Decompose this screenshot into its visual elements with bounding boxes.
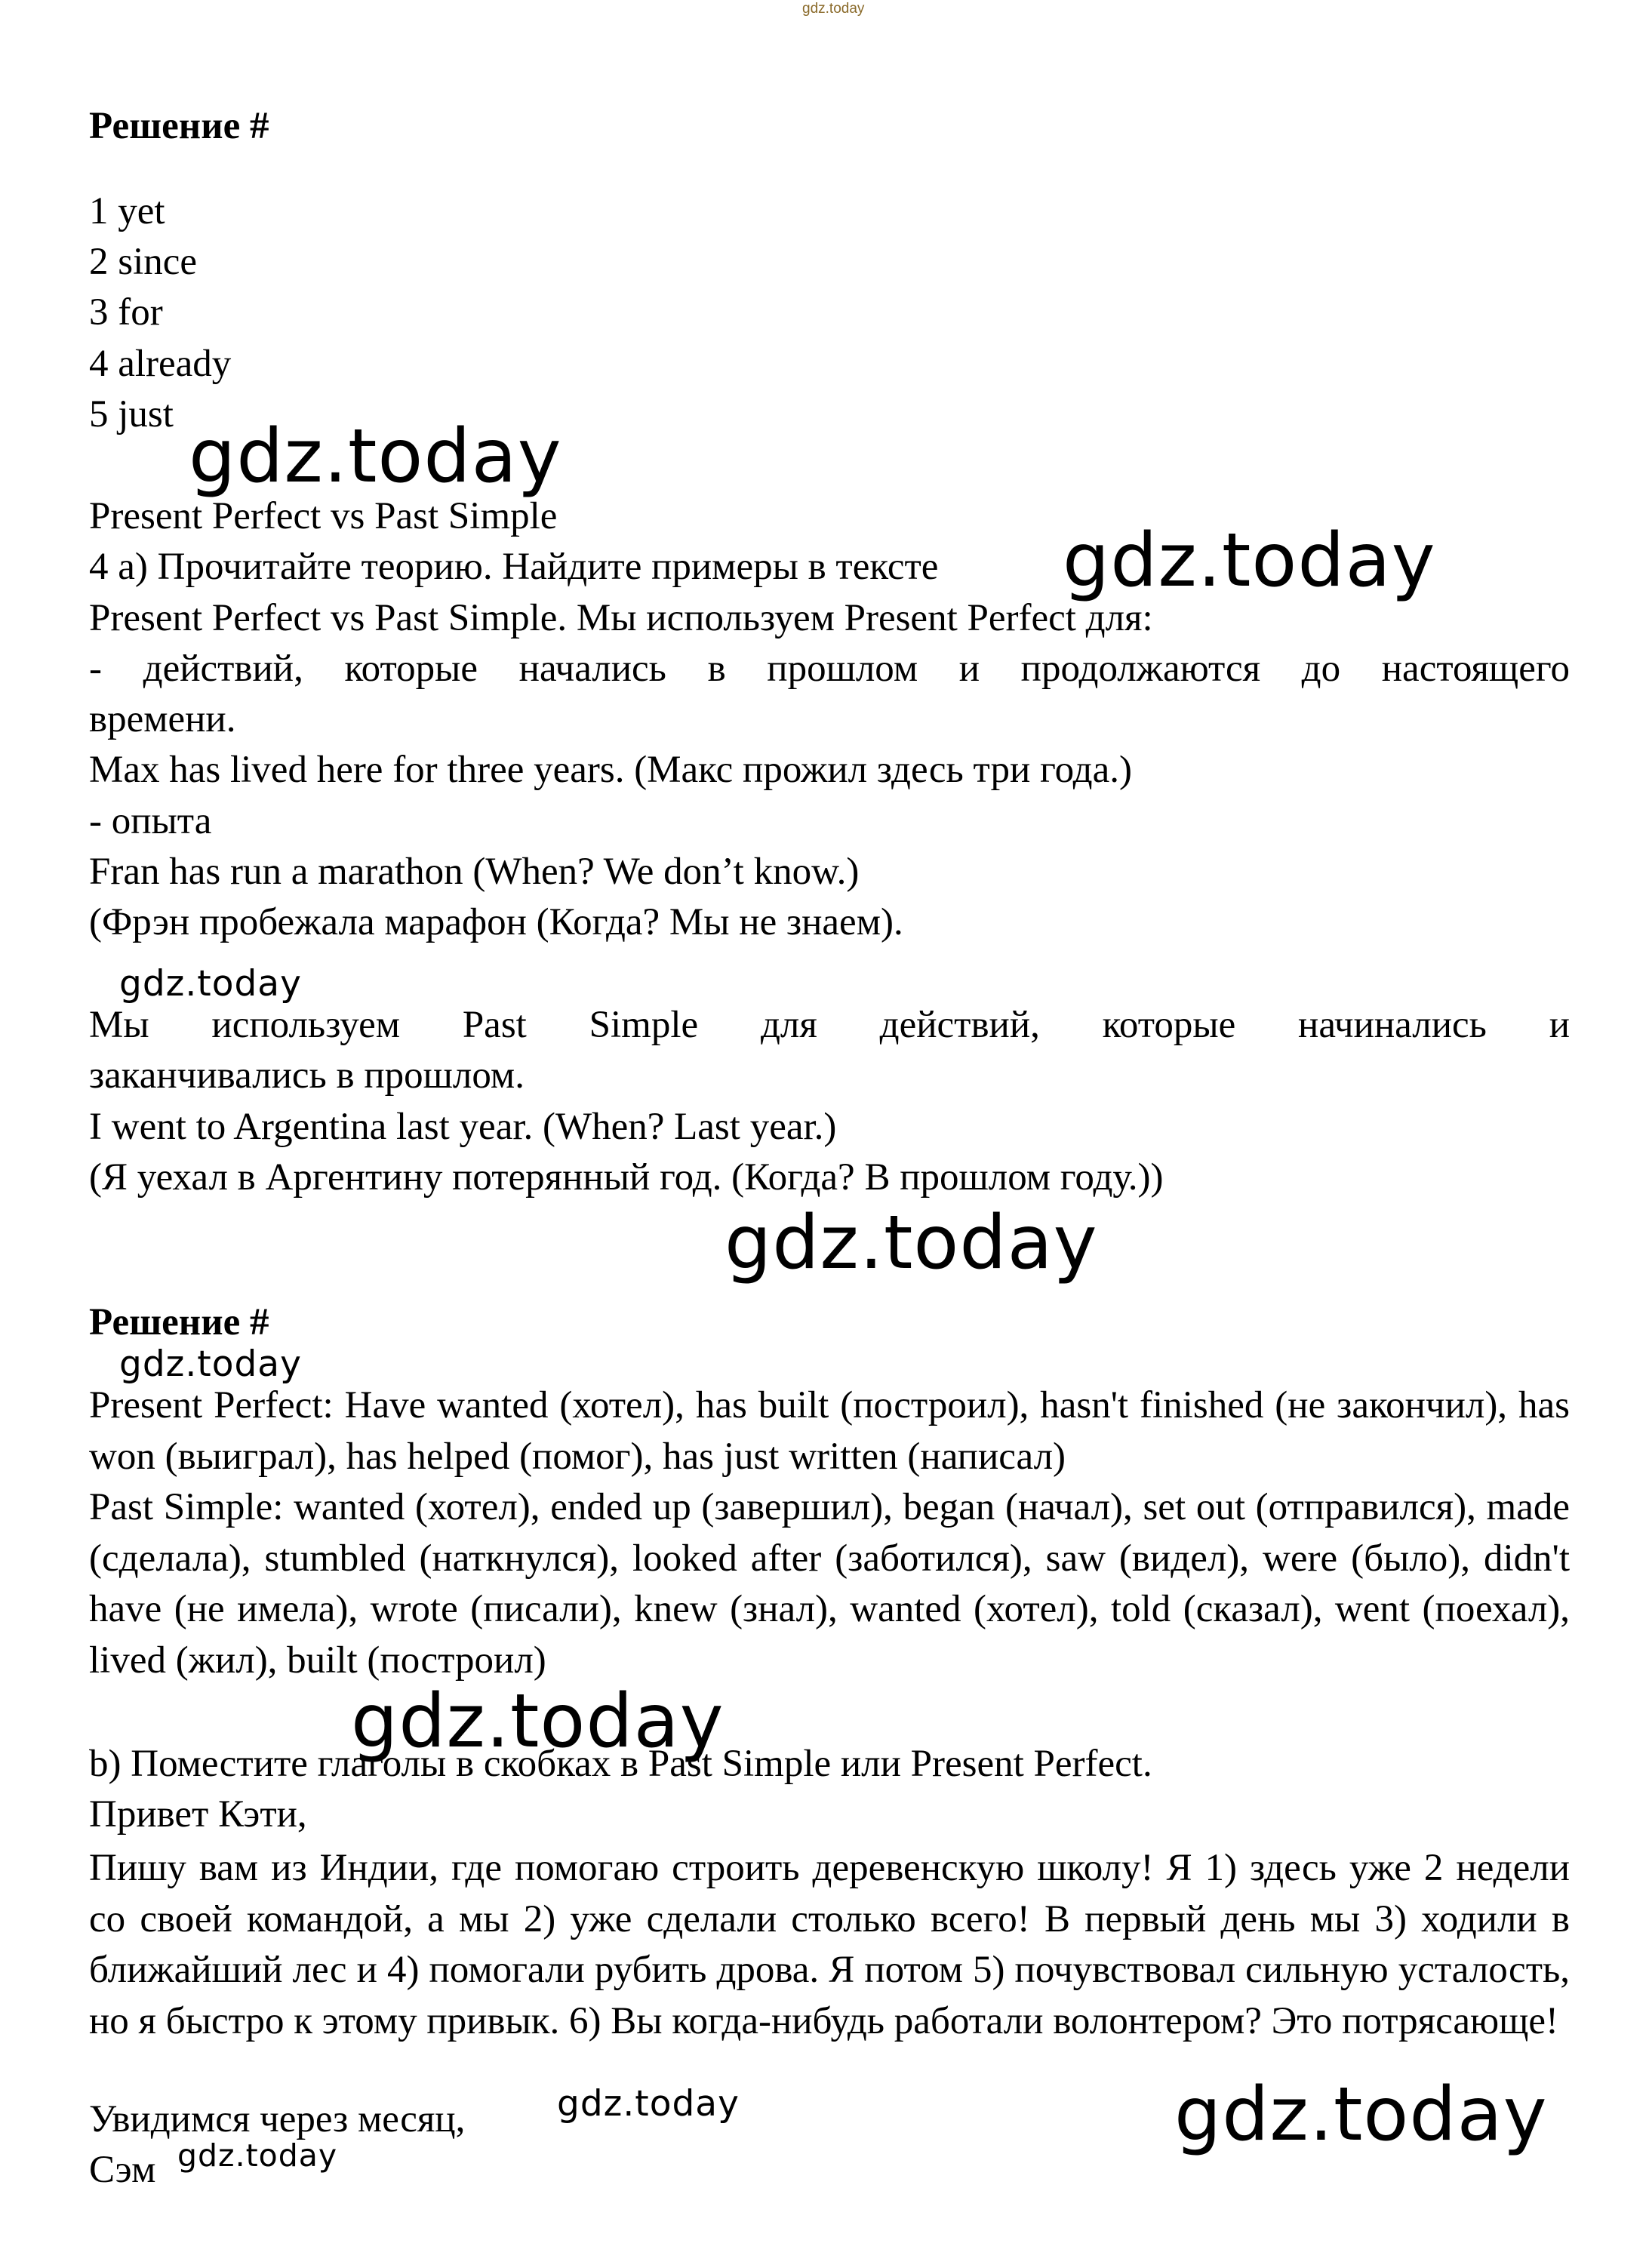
answer-line-4: 4 already [89,343,232,385]
example1-line: Max has lived here for three years. (Макс прожил здесь три года.) [89,749,1132,791]
answer-line-5: 5 just [89,393,174,435]
letter-greeting: Привет Кэти, [89,1793,307,1836]
point2-line: - опыта [89,800,212,842]
past-simple-line1: Мы используем Past Simple для действий, которые начинались и [89,1004,1570,1046]
watermark: gdz.today [177,2137,338,2174]
watermark: gdz.today [119,1343,302,1385]
present-perfect-paragraph: Present Perfect: Have wanted (хотел), has built (построил), hasn't finished (не закончил), has won (выиграл), has helped (помог), has just written (написал) [89,1384,1570,1478]
intro-line: Present Perfect vs Past Simple. Мы используем Present Perfect для: [89,597,1153,639]
example2-ru-line: (Фрэн пробежала марафон (Когда? Мы не знаем). [89,901,903,943]
watermark: gdz.today [1174,2072,1548,2158]
solution-heading-2: Решение # [89,1301,269,1343]
example2-line: Fran has run a marathon (When? We don’t know.) [89,851,860,893]
answer-line-1: 1 yet [89,190,165,232]
task-a-line: 4 a) Прочитайте теорию. Найдите примеры в тексте [89,546,939,588]
watermark: gdz.today [1063,518,1436,604]
section-title: Present Perfect vs Past Simple [89,495,558,537]
past-simple-line2: заканчивались в прошлом. [89,1054,525,1097]
letter-body: Пишу вам из Индии, где помогаю строить деревенскую школу! Я 1) здесь уже 2 недели со своей командой, а мы 2) уже сделали столько всего! В первый день мы 3) ходили в ближайший лес и 4) помогали рубить дрова. Я потом 5) почувствовал сильную усталость, но я быстро к этому привык. 6) Вы когда-нибудь работали волонтером? Это потрясающе! [89,1847,1570,2042]
task-b-line: b) Поместите глаголы в скобках в Past Simple или Present Perfect. [89,1743,1152,1785]
answer-line-3: 3 for [89,291,163,334]
past-simple-paragraph: Past Simple: wanted (хотел), ended up (завершил), began (начал), set out (отправился), made (сделала), stumbled (наткнулся), looked after (заботился), saw (видел), were (было), didn't have (не имела), wrote (писали), knew (знал), wanted (хотел), told (сказал), went (поехал), lived (жил), built (построил) [89,1486,1570,1682]
watermark: gdz.today [725,1200,1098,1286]
site-mark-top: gdz.today [802,1,865,17]
answer-line-2: 2 since [89,241,198,283]
solution-heading-1: Решение # [89,105,269,147]
watermark: gdz.today [189,414,562,500]
letter-signature: Сэм [89,2149,156,2191]
example3-line: I went to Argentina last year. (When? Last year.) [89,1106,837,1148]
watermark: gdz.today [119,963,302,1005]
point1-line2: времени. [89,698,236,740]
point1-line1: - действий, которые начались в прошлом и продолжаются до настоящего [89,648,1570,690]
letter-closing: Увидимся через месяц, [89,2098,466,2140]
example3-ru-line: (Я уехал в Аргентину потерянный год. (Когда? В прошлом году.)) [89,1156,1164,1199]
watermark: gdz.today [557,2083,740,2125]
watermark: gdz.today [351,1679,725,1765]
